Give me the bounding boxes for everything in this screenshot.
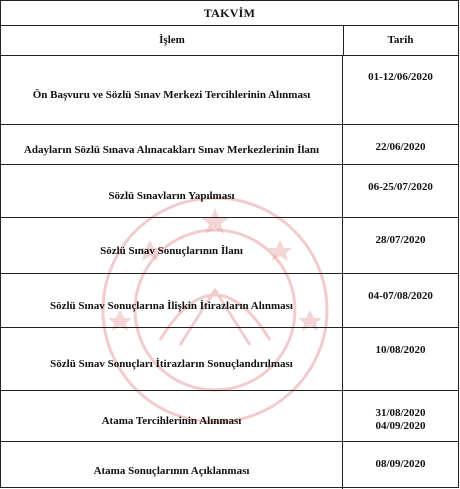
date-value: 01-12/06/2020 — [368, 71, 433, 83]
table-row — [1, 391, 458, 442]
date-value: 04/09/2020 — [375, 420, 426, 432]
process-cell: Sözlü Sınav Sonuçlarının İlanı — [1, 218, 343, 273]
date-value: 08/09/2020 — [375, 458, 426, 470]
date-cell — [343, 218, 458, 273]
table-header-row — [1, 25, 458, 56]
process-cell: Sözlü Sınav Sonuçlarına İlişkin İtirazların Alınması — [1, 274, 343, 327]
date-value: 28/07/2020 — [375, 234, 426, 246]
table-row — [1, 274, 458, 328]
date-cell — [343, 125, 458, 164]
table-title: TAKVİM — [1, 1, 458, 26]
process-column-header: İşlem — [1, 25, 344, 55]
process-cell: Adayların Sözlü Sınava Alınacakları Sınav Merkezlerinin İlanı — [1, 125, 343, 164]
date-value: 06-25/07/2020 — [368, 181, 433, 193]
table-row — [1, 442, 458, 489]
process-cell: Sözlü Sınavların Yapılması — [1, 165, 343, 217]
date-value: 22/06/2020 — [375, 141, 426, 153]
process-cell: Atama Tercihlerinin Alınması — [1, 391, 343, 441]
date-value: 04-07/08/2020 — [368, 290, 433, 302]
date-value: 10/08/2020 — [375, 344, 426, 356]
date-cell — [343, 55, 458, 124]
process-cell: Ön Başvuru ve Sözlü Sınav Merkezi Tercihlerinin Alınması — [1, 55, 343, 124]
date-cell — [343, 442, 458, 489]
date-value: 31/08/2020 — [375, 407, 426, 419]
table-row — [1, 328, 458, 391]
table-row — [1, 55, 458, 125]
table-row — [1, 218, 458, 274]
process-cell: Sözlü Sınav Sonuçları İtirazların Sonuçlandırılması — [1, 328, 343, 390]
process-cell: Atama Sonuçlarının Açıklanması — [1, 442, 343, 489]
table-row — [1, 125, 458, 165]
date-cell — [343, 328, 458, 390]
date-cell — [343, 391, 458, 441]
table-row — [1, 165, 458, 218]
date-column-header: Tarih — [387, 34, 414, 46]
date-cell — [343, 274, 458, 327]
date-cell — [343, 165, 458, 217]
